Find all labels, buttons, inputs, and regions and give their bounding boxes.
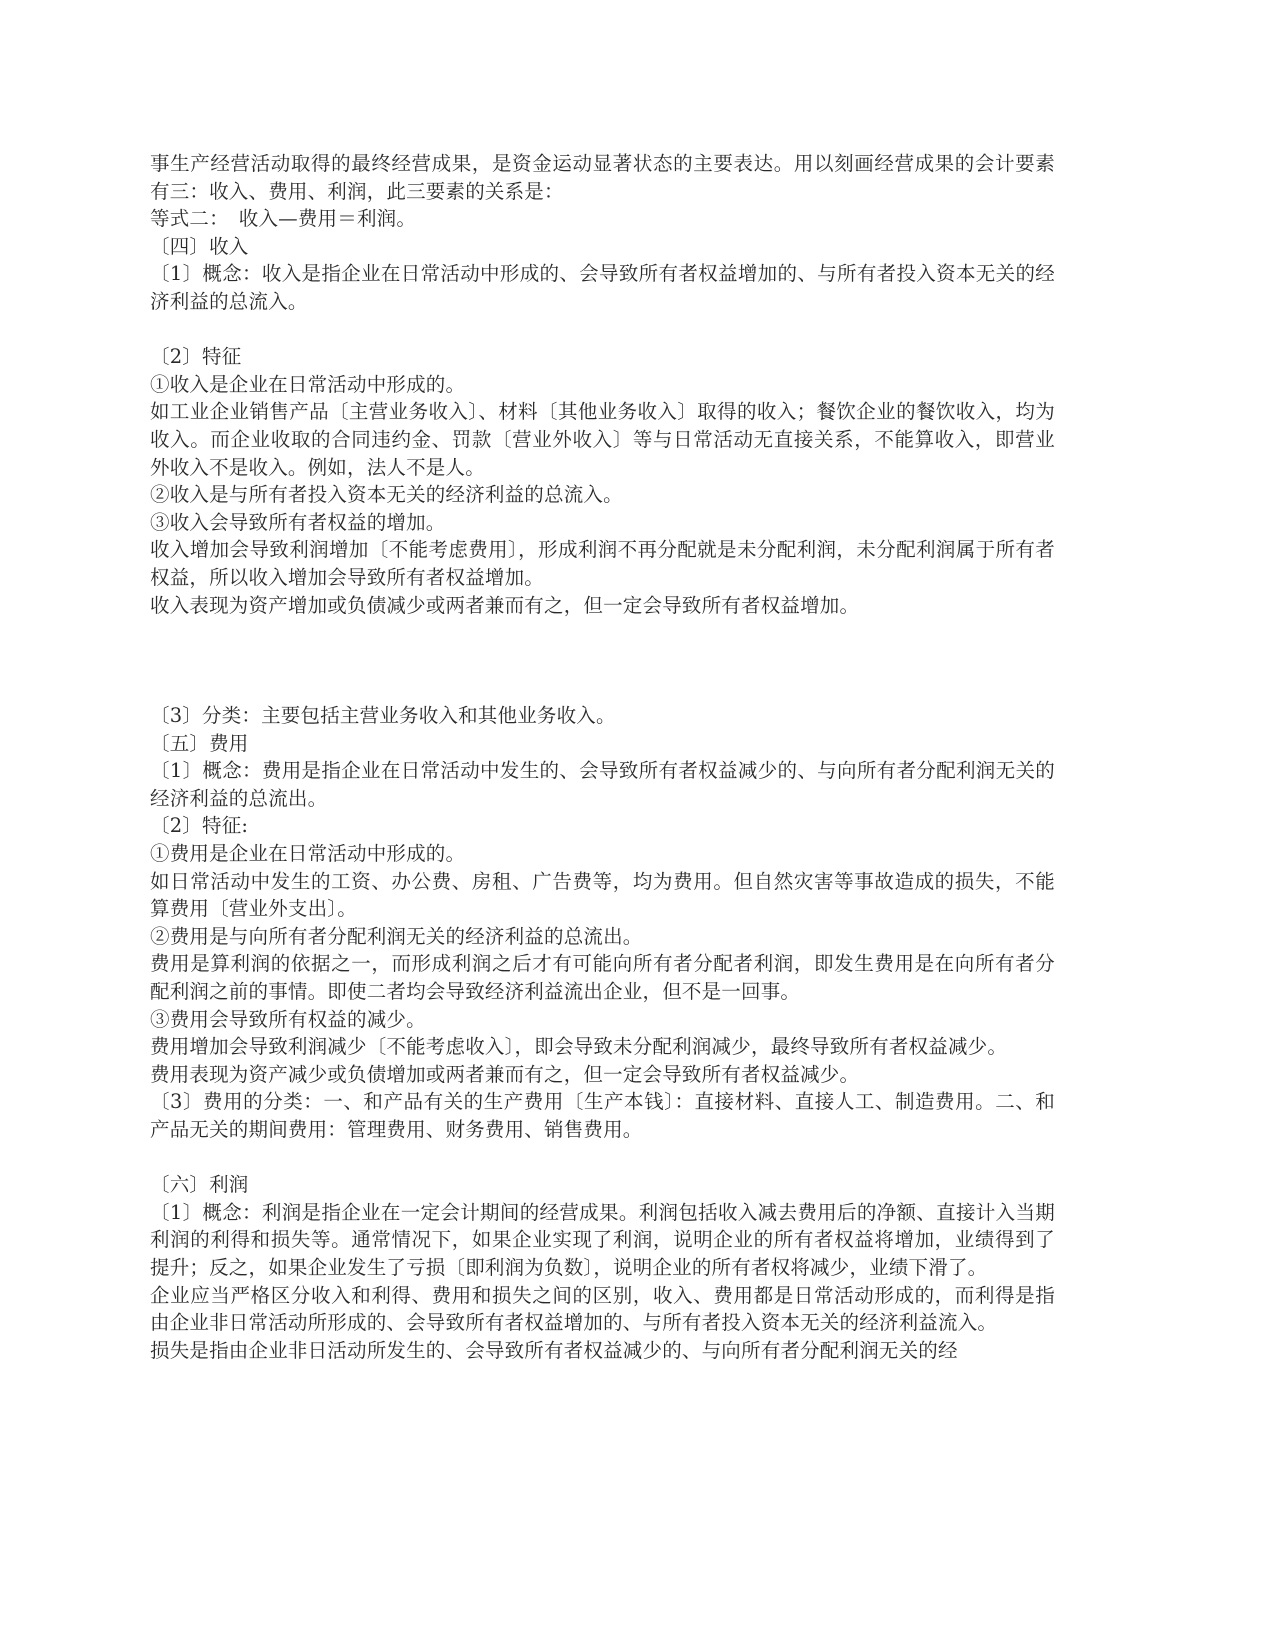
- paragraph: 费用表现为资产减少或负债增加或两者兼而有之，但一定会导致所有者权益减少。: [150, 1062, 860, 1086]
- paragraph: 如工业企业销售产品〔主营业务收入〕、材料〔其他业务收入〕取得的收入；餐饮企业的餐饮收入，均为收入。而企业收取的合同违约金、罚款〔营业外收入〕等与日常活动无直接关系，不能算收入，即营业外收入不是收入。例如，法人不是人。: [150, 400, 1055, 479]
- paragraph: 〔1〕概念：利润是指企业在一定会计期间的经营成果。利润包括收入减去费用后的净额、直接计入当期利润的利得和损失等。通常情况下，如果企业实现了利润，说明企业的所有者权益将增加，业绩得到了提升；反之，如果企业发生了亏损〔即利润为负数〕，说明企业的所有者权将减少，业绩下滑了。: [150, 1200, 1055, 1279]
- paragraph: ①收入是企业在日常活动中形成的。: [150, 372, 466, 396]
- paragraph: 〔六〕利润: [150, 1173, 249, 1197]
- paragraph: 〔3〕分类：主要包括主营业务收入和其他业务收入。: [150, 704, 616, 728]
- paragraph: 〔2〕特征: [150, 345, 242, 369]
- paragraph: 〔五〕费用: [150, 731, 249, 755]
- paragraph: ②费用是与向所有者分配利润无关的经济利益的总流出。: [150, 924, 643, 948]
- paragraph: 收入增加会导致利润增加〔不能考虑费用〕，形成利润不再分配就是未分配利润，未分配利润属于所有者权益，所以收入增加会导致所有者权益增加。: [150, 538, 1055, 589]
- blank-line: [150, 316, 1055, 344]
- paragraph: 企业应当严格区分收入和利得、费用和损失之间的区别，收入、费用都是日常活动形成的，而利得是指由企业非日常活动所形成的、会导致所有者权益增加的、与所有者投入资本无关的经济利益流入。: [150, 1283, 1055, 1335]
- paragraph: 等式二： 收入—费用＝利润。: [150, 207, 417, 231]
- paragraph: 〔四〕收入: [150, 234, 249, 258]
- paragraph: 事生产经营活动取得的最终经营成果，是资金运动显著状态的主要表达。用以刻画经营成果的会计要素有三：收入、费用、利润，此三要素的关系是：: [150, 152, 1055, 203]
- paragraph: 费用是算利润的依据之一，而形成利润之后才有可能向所有者分配者利润，即发生费用是在向所有者分配利润之前的事情。即使二者均会导致经济利益流出企业，但不是一回事。: [150, 952, 1055, 1004]
- paragraph: 〔1〕概念：收入是指企业在日常活动中形成的、会导致所有者权益增加的、与所有者投入资本无关的经济利益的总流入。: [150, 262, 1055, 313]
- paragraph: ②收入是与所有者投入资本无关的经济利益的总流入。: [150, 483, 623, 507]
- paragraph: ①费用是企业在日常活动中形成的。: [150, 842, 466, 866]
- paragraph: ③费用会导致所有权益的减少。: [150, 1007, 426, 1031]
- paragraph: ③收入会导致所有者权益的增加。: [150, 510, 446, 534]
- paragraph: 〔2〕特征:: [150, 814, 249, 838]
- document-page: [150, 150, 1055, 1364]
- paragraph: 〔3〕费用的分类：一、和产品有关的生产费用〔生产本钱〕：直接材料、直接人工、制造费用。二、和产品无关的期间费用：管理费用、财务费用、销售费用。: [150, 1090, 1055, 1141]
- blank-line: [150, 1144, 1055, 1172]
- paragraph: 如日常活动中发生的工资、办公费、房租、广告费等，均为费用。但自然灾害等事故造成的损失，不能算费用〔营业外支出〕。: [150, 869, 1055, 921]
- paragraph: 费用增加会导致利润减少〔不能考虑收入〕，即会导致未分配利润减少，最终导致所有者权益减少。: [150, 1035, 1008, 1059]
- paragraph: 〔1〕概念：费用是指企业在日常活动中发生的、会导致所有者权益减少的、与向所有者分配利润无关的经济利益的总流出。: [150, 759, 1055, 810]
- paragraph: 收入表现为资产增加或负债减少或两者兼而有之，但一定会导致所有者权益增加。: [150, 593, 860, 617]
- blank-line: [150, 619, 1055, 702]
- paragraph: 损失是指由企业非日活动所发生的、会导致所有者权益减少的、与向所有者分配利润无关的经: [150, 1338, 958, 1362]
